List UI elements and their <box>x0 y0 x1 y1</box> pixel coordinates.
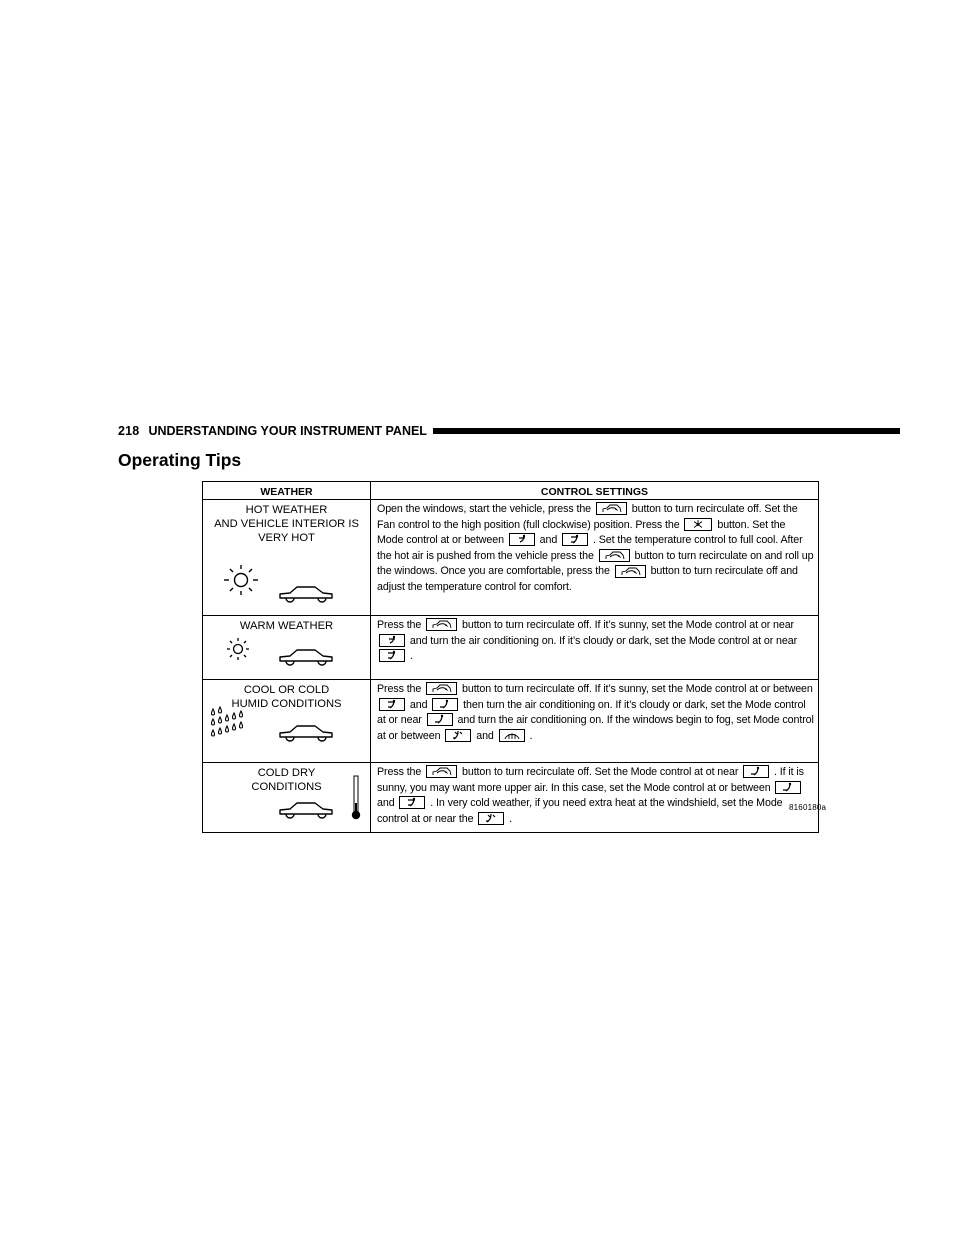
recirculation-button-icon <box>426 682 457 695</box>
control-text: . <box>509 812 513 825</box>
control-text: . If it is sunny, you may want more upper air. In this case, set the Mode control at or between <box>377 766 804 794</box>
thermometer-icon <box>350 775 362 821</box>
bi-level-mode-icon <box>379 698 405 711</box>
recirculation-button-icon <box>615 565 646 578</box>
control-text: button to turn recirculate off. If it’s sunny, set the Mode control at or between <box>462 683 813 695</box>
control-text: button to turn recirculate on and roll up the windows. Once you are comfortable, press the <box>377 549 814 578</box>
figure-reference: 8160180a <box>789 803 827 812</box>
weather-label-line: HUMID CONDITIONS <box>231 698 342 710</box>
header-rule <box>433 428 900 434</box>
page-title: Operating Tips <box>118 450 242 470</box>
control-text: . In very cold weather, if you need extra heat at the windshield, set the Mode control at or near the <box>377 797 783 825</box>
control-text: Press the <box>377 683 422 695</box>
weather-label-line: HOT WEATHER <box>245 504 328 516</box>
weather-label-line: COOL OR COLD <box>243 684 330 696</box>
weather-label-line: VERY HOT <box>258 532 315 544</box>
fan-icon <box>684 518 712 531</box>
control-settings-column-header: CONTROL SETTINGS <box>371 482 819 500</box>
defrost-mode-icon <box>499 729 525 742</box>
section-title: UNDERSTANDING YOUR INSTRUMENT PANEL <box>148 424 427 438</box>
control-text: Press the <box>377 766 422 778</box>
control-text: button to turn recirculate off. Set the Fan control to the high position (full clockwise) position. Press the <box>377 503 798 531</box>
weather-label <box>203 500 370 545</box>
floor-mode-icon <box>743 765 769 778</box>
control-text: button to turn recirculate off. Set the Mode control at ot near <box>462 766 739 778</box>
control-text: . Set the temperature control to full cool. After the hot air is pushed from the vehicle press the <box>377 534 803 562</box>
weather-label-line: CONDITIONS <box>251 781 322 793</box>
control-settings-cell <box>371 680 819 763</box>
control-text: . <box>409 650 413 663</box>
page-header <box>118 423 900 439</box>
control-text: button to turn recirculate off and adjust the temperature control for comfort. <box>377 565 798 593</box>
control-text: and turn the air conditioning on. If it’s cloudy or dark, set the Mode control at or near <box>409 634 798 647</box>
floor-mode-icon <box>427 713 453 726</box>
car-icon <box>277 583 335 605</box>
weather-cell <box>203 500 371 616</box>
bi-level-mode-icon <box>562 533 588 546</box>
control-text: button to turn recirculate off. If it’s sunny, set the Mode control at or near <box>462 619 795 631</box>
control-settings-cell <box>371 500 819 616</box>
table-row <box>203 616 819 680</box>
car-icon <box>277 646 335 668</box>
raindrops-icon <box>209 706 249 746</box>
table-row <box>203 500 819 616</box>
bi-level-mode-icon <box>379 649 405 662</box>
panel-mode-icon <box>509 533 535 546</box>
recirculation-button-icon <box>426 618 457 631</box>
control-text: and <box>409 698 428 711</box>
page-number: 218 <box>118 424 140 438</box>
weather-cell <box>203 616 371 680</box>
control-text: and <box>377 797 395 810</box>
weather-column-header: WEATHER <box>203 482 371 500</box>
recirculation-button-icon <box>426 765 457 778</box>
car-icon <box>277 722 335 744</box>
control-text: Open the windows, start the vehicle, press the <box>377 503 592 515</box>
mix-mode-icon <box>445 729 471 742</box>
control-settings-cell <box>371 763 819 833</box>
weather-label <box>203 763 370 794</box>
weather-cell <box>203 763 371 833</box>
recirculation-button-icon <box>596 502 627 515</box>
panel-mode-icon <box>379 634 405 647</box>
control-text: and <box>539 534 558 547</box>
control-settings-cell <box>371 616 819 680</box>
weather-label: WARM WEATHER <box>239 620 334 632</box>
recirculation-button-icon <box>599 549 630 562</box>
control-text: and <box>476 729 494 742</box>
weather-label-line: COLD DRY <box>257 767 316 779</box>
control-text: button. Set the Mode control at or between <box>377 518 786 547</box>
bi-level-mode-icon <box>399 796 425 809</box>
operating-tips-table <box>202 481 819 833</box>
car-icon <box>277 799 335 821</box>
control-text: and turn the air conditioning on. If the windows begin to fog, set Mode control at or between <box>377 714 814 742</box>
weather-label-line: AND VEHICLE INTERIOR IS <box>214 518 359 530</box>
floor-mode-icon <box>775 781 801 794</box>
sun-icon <box>221 562 261 598</box>
control-text: Press the <box>377 619 422 631</box>
table-row <box>203 680 819 763</box>
small-sun-icon <box>225 636 251 662</box>
floor-mode-icon <box>432 698 458 711</box>
control-text: then turn the air conditioning on. If it’s cloudy or dark, set the Mode control at or near <box>377 698 806 727</box>
mix-mode-icon <box>478 812 504 825</box>
table-row <box>203 763 819 833</box>
weather-cell <box>203 680 371 763</box>
control-text: . <box>529 729 533 742</box>
